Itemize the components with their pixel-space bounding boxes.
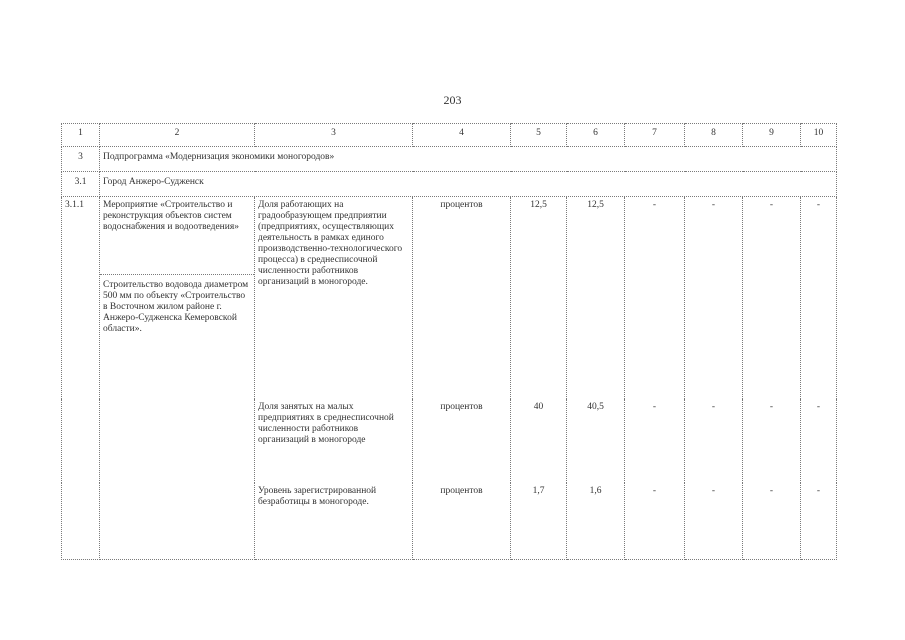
section-title: Подпрограмма «Модернизация экономики моногородов»	[100, 147, 837, 172]
header-cell-3: 3	[255, 124, 413, 147]
indicator-unit: процентов	[413, 399, 511, 483]
indicator-text: Доля занятых на малых предприятиях в среднесписочной численности работников организаций в моногороде	[255, 399, 413, 483]
value-col-9: -	[743, 399, 801, 483]
indicator-unit: процентов	[413, 483, 511, 560]
value-col-6: 12,5	[567, 197, 625, 400]
event-name: Мероприятие «Строительство и реконструкция объектов систем водоснабжения и водоотведения»	[103, 200, 239, 232]
value-col-7: -	[625, 483, 685, 560]
header-cell-2: 2	[100, 124, 255, 147]
subsection-row	[62, 172, 837, 197]
value-col-10: -	[801, 399, 837, 483]
header-row	[62, 124, 837, 147]
header-cell-6: 6	[567, 124, 625, 147]
event-detail: Строительство водовода диаметром 500 мм по объекту «Строительство в Восточном жилом районе г. Анжеро-Судженска Кемеровской области».	[100, 274, 254, 338]
value-col-7: -	[625, 399, 685, 483]
value-col-6: 1,6	[567, 483, 625, 560]
section-number: 3	[62, 147, 100, 172]
value-col-5: 40	[511, 399, 567, 483]
indicator-unit: процентов	[413, 197, 511, 400]
event-number: 3.1.1	[62, 197, 100, 560]
value-col-5: 1,7	[511, 483, 567, 560]
value-col-8: -	[685, 197, 743, 400]
value-col-8: -	[685, 399, 743, 483]
header-cell-7: 7	[625, 124, 685, 147]
table-row	[62, 197, 837, 400]
value-col-7: -	[625, 197, 685, 400]
value-col-6: 40,5	[567, 399, 625, 483]
value-col-5: 12,5	[511, 197, 567, 400]
subsection-number: 3.1	[62, 172, 100, 197]
indicator-text: Уровень зарегистрированной безработицы в моногороде.	[255, 483, 413, 560]
subsection-title: Город Анжеро-Судженск	[100, 172, 837, 197]
value-col-9: -	[743, 483, 801, 560]
page-number: 203	[443, 93, 462, 107]
value-col-9: -	[743, 197, 801, 400]
section-row	[62, 147, 837, 172]
header-cell-8: 8	[685, 124, 743, 147]
header-cell-9: 9	[743, 124, 801, 147]
indicator-text: Доля работающих на градообразующем предприятии (предприятиях, осуществляющих деятельность в рамках единого производственно-технологического процесса) в среднесписочной численности работников организаций в моногороде.	[255, 197, 413, 400]
header-cell-10: 10	[801, 124, 837, 147]
value-col-10: -	[801, 483, 837, 560]
header-cell-4: 4	[413, 124, 511, 147]
value-col-8: -	[685, 483, 743, 560]
event-cell	[100, 197, 255, 560]
header-cell-1: 1	[62, 124, 100, 147]
program-table	[61, 123, 837, 560]
value-col-10: -	[801, 197, 837, 400]
header-cell-5: 5	[511, 124, 567, 147]
